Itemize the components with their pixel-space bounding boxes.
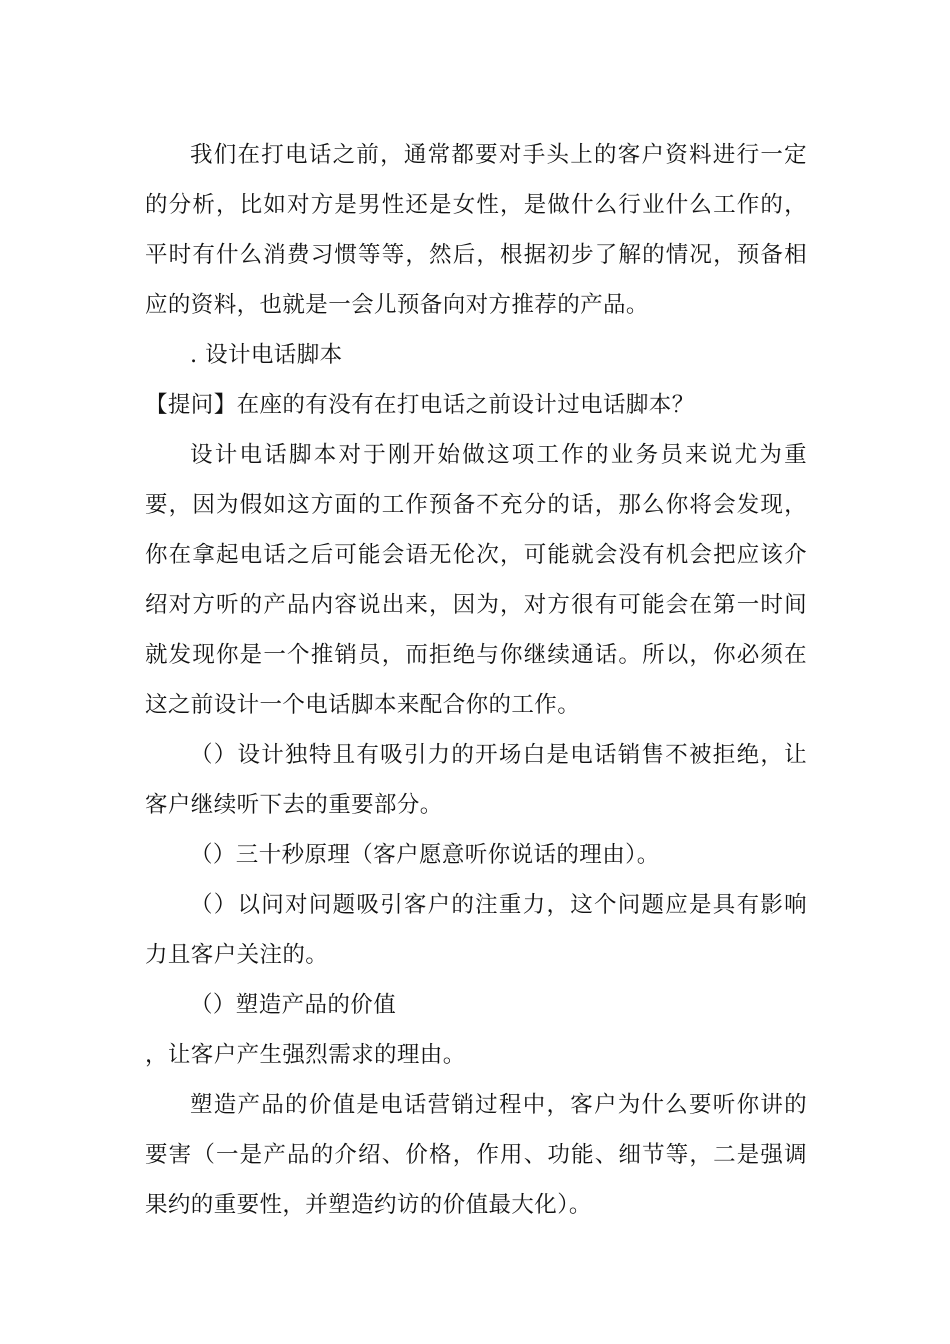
list-item-thirty-seconds: （）三十秒原理（客户愿意听你说话的理由）。 <box>190 842 660 868</box>
list-item-ask-questions: （）以问对问题吸引客户的注重力，这个问题应是具有影响力且客户关注的。 <box>145 892 807 968</box>
list-item-opening-line: （）设计独特且有吸引力的开场白是电话销售不被拒绝，让客户继续听下去的重要部分。 <box>145 742 807 818</box>
document-body <box>145 130 807 1230</box>
paragraph-demand-reason: ，让客户产生强烈需求的理由。 <box>145 1042 466 1068</box>
list-item-product-value: （）塑造产品的价值 <box>190 992 397 1018</box>
paragraph-script-importance: 设计电话脚本对于刚开始做这项工作的业务员来说尤为重要，因为假如这方面的工作预备不充分的话，那么你将会发现，你在拿起电话之后可能会语无伦次，可能就会没有机会把应该介绍对方听的产品内容说出来，因为，对方很有可能会在第一时间就发现你是一个推销员，而拒绝与你继续通话。所以，你必须在这之前设计一个电话脚本来配合你的工作。 <box>145 442 807 718</box>
paragraph-value-shaping: 塑造产品的价值是电话营销过程中，客户为什么要听你讲的要害（一是产品的介绍、价格，作用、功能、细节等，二是强调果约的重要性，并塑造约访的价值最大化）。 <box>145 1092 807 1218</box>
section-heading-script-design: . 设计电话脚本 <box>190 342 343 368</box>
paragraph-question: 【提问】在座的有没有在打电话之前设计过电话脚本？ <box>145 392 695 418</box>
paragraph-customer-analysis: 我们在打电话之前，通常都要对手头上的客户资料进行一定的分析，比如对方是男性还是女性，是做什么行业什么工作的，平时有什么消费习惯等等，然后，根据初步了解的情况，预备相应的资料，也就是一会儿预备向对方推荐的产品。 <box>145 142 807 318</box>
